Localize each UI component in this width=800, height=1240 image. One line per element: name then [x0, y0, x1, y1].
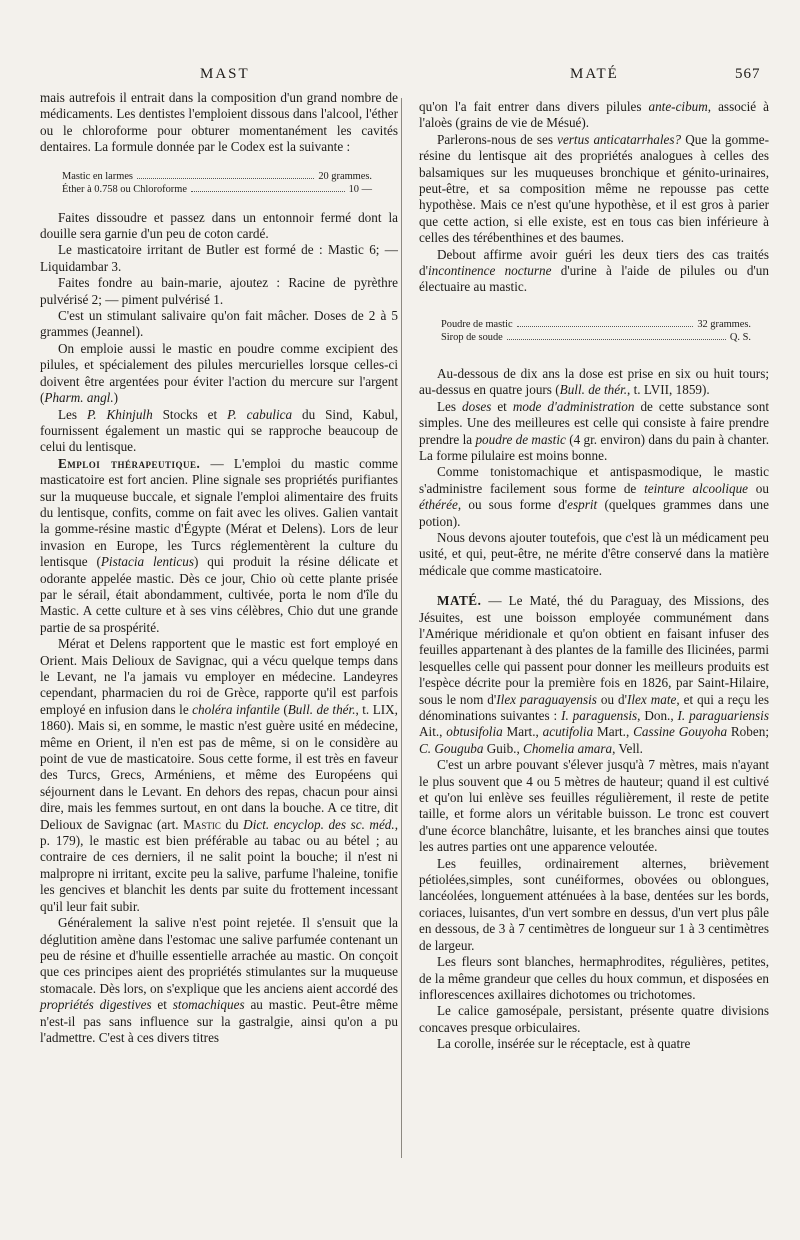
citation: Dict. encyclop. des sc. méd. — [243, 816, 395, 832]
formula-row — [62, 170, 372, 183]
page-number: 567 — [735, 66, 761, 82]
column-divider — [401, 98, 402, 1158]
ingredient-name: Poudre de mastic — [441, 318, 513, 330]
text-run: Mérat et Delens rapportent que le mastic est fort employé en Orient. Mais Delioux de Savignac, qui a vécu quelque temps dans le Levant, ne l'a jamais vu employer en médecine. Landeyres cependant, pharmacien du roi de Grèce, rapporte qu'il est parfois employé en infusion dans le — [40, 636, 398, 717]
text-run: Debout affirme avoir guéri les deux tiers des cas traités d' — [419, 246, 769, 279]
paragraph: C'est un stimulant salivaire qu'on fait mâcher. Doses de 2 à 5 grammes (Jeannel). — [40, 308, 398, 340]
text-run: du Sind, Kabul, fournissent également un mastic qui se rapproche beaucoup de celui du lentisque. — [40, 406, 398, 455]
paragraph — [419, 366, 769, 399]
species-name: Cassine Gouyoha — [633, 724, 728, 740]
emphasis: mode d'administration — [512, 398, 635, 414]
paragraph — [419, 464, 769, 530]
text-run: , associé à l'aloès (grains de vie de Mésué). — [419, 99, 770, 131]
dot-leader — [137, 170, 314, 179]
emphasis: incontinence nocturne — [427, 263, 552, 279]
paragraph — [40, 407, 398, 456]
paragraph: La corolle, insérée sur le réceptacle, est à quatre — [437, 1036, 691, 1052]
paragraph — [40, 341, 398, 407]
ingredient-qty: Q. S. — [729, 331, 751, 343]
paragraph — [419, 593, 769, 757]
emphasis: teinture alcoolique — [644, 480, 749, 496]
text-run: ou d' — [596, 691, 627, 707]
paragraph: Les feuilles, ordinairement alternes, brièvement pétiolées,simples, sont cunéiformes, obovées ou oblongues, lancéolées, longuement atténuées à la base, dentées sur les bords, coriaces, luisantes, d'un vert sombre en dessus, d'un vert plus pâle en dessous, de 3 à 7 centimètres de longueur sur 1 à 3 centimètres de largeur. — [419, 855, 769, 953]
left-column — [40, 90, 398, 1046]
formula-table — [62, 170, 372, 196]
paragraph: Les fleurs sont blanches, hermaphrodites, régulières, petites, de la même grandeur que celles du houx commun, et disposées en inflorescences axillaires dichotomes ou trichotomes. — [419, 954, 769, 1002]
section-gap — [419, 579, 769, 593]
paragraph — [419, 399, 769, 465]
species-name: Pistacia lenticus — [100, 554, 194, 570]
paragraph: mais autrefois il entrait dans la composition d'un grand nombre de médicaments. Les dentistes l'emploient dissous dans l'alcool, l'éther ou le chloroforme pour obturer momentanément les cavités dentaires. La formule donnée par le Codex est la suivante : — [40, 90, 398, 155]
paragraph — [40, 456, 398, 636]
text-run: , t. LIX, 1860). Mais si, en somme, le mastic n'est guère usité en médecine, même en Orient, il n'en est pas de même, si on le considère au point de vue de masticatoire. Sous cette forme, il est très en faveur des Turcs, Grecs, Arméniens, et même des Européens qui séjournent dans le Levant. En dehors des repas, chacun pour ainsi dire, mais les femmes surtout, en ont dans la bouche. A ce titre, dit Delioux de Savignac (art. — [40, 701, 398, 832]
emphasis: doses — [462, 398, 492, 414]
text-run: (quelques grammes dans une potion). — [419, 497, 769, 529]
text-run: Stocks et — [152, 406, 228, 422]
text-run: Les — [58, 406, 87, 422]
paragraph — [419, 99, 769, 132]
formula-table — [441, 318, 751, 344]
section-heading: Emploi thérapeutique. — [58, 455, 201, 471]
text-run: ( — [279, 701, 288, 717]
paragraph: Nous devons ajouter toutefois, que c'est là un médicament peu usité, et qui, peut-être, ne mérite d'être conservé dans la matière médicale que comme masticatoire. — [419, 529, 769, 578]
ingredient-name: Mastic en larmes — [62, 170, 133, 182]
species-name: P. cabulica — [227, 406, 293, 422]
paragraph — [419, 132, 769, 247]
formula-row — [441, 331, 751, 344]
emphasis: poudre de mastic — [475, 431, 566, 447]
emphasis: propriétés digestives — [40, 997, 152, 1013]
emphasis: choléra infantile — [192, 701, 280, 717]
text-run: — L'emploi du mastic comme masticatoire est fort ancien. Pline signale ses propriétés purifiantes sur la muqueuse buccale, et signale l'emploi alimentaire des fruits du lentisque, confits, comme on fait avec les olives. Galien vantait la gomme-résine mastic d'Égypte (Mérat et Delens). Lors de leur invasion en Europe, les Turcs réglementèrent la culture du lentisque ( — [40, 455, 398, 570]
text-run: ) qui produit la résine délicate et odorante appelée mastic. Dès ce jour, Chio où cette plante prisée par le sérail, était abondamment, cultivée, porta le nom d'île du Mastic. A cette culture et à ses vins célèbres, Chio dut une grande partie de sa prospérité. — [40, 554, 398, 635]
paragraph — [40, 915, 398, 1046]
species-name: C. Gouguba — [419, 740, 484, 756]
running-head-right: MATÉ — [570, 66, 619, 82]
running-head-left: MAST — [200, 66, 250, 82]
text-run: , ou sous forme d' — [457, 497, 568, 513]
text-run: au mastic. Peut-être même n'est-il pas sans influence sur la gastralgie, ainsi qu'on a pu l'admettre. C'est à ces divers titres — [40, 997, 398, 1045]
paragraph: Faites dissoudre et passez dans un entonnoir fermé dont la douille sera garnie d'un peu de coton cardé. — [40, 209, 398, 242]
species-name: I. paraguensis — [561, 708, 638, 723]
text-run: On emploie aussi le mastic en poudre comme excipient des pilules, et spécialement des pilules mercurielles lorsque celles-ci doivent être argentées pour éviter l'action du mercure sur l'argent ( — [40, 340, 398, 406]
dot-leader — [517, 318, 694, 327]
species-name: P. Khinjulh — [86, 406, 153, 422]
species-name: Ilex mate — [626, 691, 677, 707]
formula-row — [62, 183, 372, 196]
text-run: , t. LVII, 1859). — [627, 382, 710, 398]
emphasis: vertus anticatarrhales? — [557, 131, 682, 147]
dot-leader — [507, 331, 726, 340]
ingredient-name: Sirop de soude — [441, 331, 503, 343]
text-run: Roben; — [727, 724, 769, 740]
species-name: Ilex paraguayensis — [496, 691, 597, 707]
ingredient-name: Éther à 0.758 ou Chloroforme — [62, 183, 187, 195]
paragraph: Le masticatoire irritant de Butler est formé de : Mastic 6; — Liquidambar 3. — [40, 242, 398, 274]
dot-leader — [191, 183, 345, 192]
text-run: Mart., — [593, 724, 634, 740]
paragraph: C'est un arbre pouvant s'élever jusqu'à 7 mètres, mais n'ayant le plus souvent que 4 ou 5 mètres de hauteur; quand il est cultivé et qu'on lui enlève ses feuilles régulièrement, il reste de petite taille, et forme alors un véritable buisson. Le tronc est couvert d'une écorce blanchâtre, luisante, et les branches ainsi que toutes les autres parties ont une apparence veloutée. — [419, 757, 769, 855]
citation: Bull. de thér. — [287, 701, 356, 717]
ingredient-qty: 20 grammes. — [318, 170, 372, 182]
text-run: , Don., — [637, 708, 678, 723]
emphasis: esprit — [567, 497, 598, 513]
text-run: Que la gomme-résine du lentisque ait des propriétés analogues à celles des balsamiques sur les muqueuses bronchique et génito-urinaires, peut-être, et sa composition même ne repousse pas cette hypothèse. Mais ce n'est qu'une hypothèse, et il est gros à parier que cette action, si elle existe, est en tous cas bien inférieure à celles des térébenthines et des baumes. — [419, 131, 769, 246]
text-run: ) — [113, 390, 119, 406]
species-name: I. paraguariensis — [677, 708, 769, 723]
emphasis: ante-cibum — [648, 99, 708, 114]
text-run: qu'on l'a fait entrer dans divers pilules — [419, 99, 649, 114]
text-run: — Le Maté, thé du Paraguay, des Missions, des Jésuites, est une boisson employée communément dans l'Amérique méridionale et qu'on obtient en faisant infuser des feuilles appartenant à des plantes de la famille des Ilicinées, parmi lesquelles celle qui passent pour donner les meilleurs produits est l'espèce décrite pour la première fois en 1826, par Saint-Hilaire, sous le nom d' — [419, 593, 769, 707]
paragraph: Faites fondre au bain-marie, ajoutez : Racine de pyrèthre pulvérisé 2; — piment pulvérisé 1. — [40, 275, 398, 307]
formula-row — [441, 318, 751, 331]
species-name: Chomelia amara — [523, 740, 613, 756]
emphasis: stomachiques — [172, 997, 245, 1013]
citation: Pharm. angl. — [44, 390, 114, 406]
species-name: acutifolia — [542, 724, 594, 740]
text-run: et — [491, 398, 513, 414]
ingredient-qty: 10 — — [348, 183, 372, 195]
text-run: Comme tonistomachique et antispasmodique, le mastic s'administre facilement sous forme de — [419, 464, 769, 496]
text-run: Mart., — [502, 724, 543, 740]
right-column — [419, 99, 769, 1053]
text-run: et — [151, 997, 173, 1013]
text-run: , p. 179), le mastic est bien préférable au tabac ou au bétel ; au contraire de ces derniers, il ne salit point la bouche; il n'est ni malpropre ni irritant, excite peu la salive, parfume l'haleine, tonifie les gencives et blanchit les dents par suite du frottement incessant qu'il leur fait subir. — [40, 816, 398, 914]
text-run: ou — [748, 480, 769, 496]
text-run: de cette substance sont simples. Une des meilleures est celle qui consiste à faire prendre prendre la — [419, 398, 769, 447]
citation: Bull. de thér. — [559, 382, 628, 398]
emphasis: éthérée — [419, 497, 458, 513]
paragraph: Le calice gamosépale, persistant, présente quatre divisions concaves presque orbiculaires. — [419, 1003, 769, 1035]
species-name: obtusifolia — [446, 724, 503, 740]
text-run: Généralement la salive n'est point rejetée. Il s'ensuit que la déglutition amène dans l'estomac une salive parfumée contenant un peu de résine et d'huille essentielle arrachée au mastic. On conçoit que ces principes aient des propriétés stimulantes sur la muqueuse stomacale. Dès lors, on s'explique que les anciens aient accordé des — [40, 915, 398, 996]
paragraph — [40, 636, 398, 915]
text-run: Les — [437, 398, 463, 414]
text-run: Parlerons-nous de ses — [437, 131, 558, 147]
text-run: du — [220, 816, 244, 832]
text-run: , et qui a reçu les dénominations suivantes : — [419, 691, 769, 723]
text-run: Guib., — [483, 740, 524, 756]
small-caps-term: Mastic — [183, 816, 221, 832]
text-run: d'urine à l'aide de pilules ou d'un électuaire au mastic. — [419, 263, 769, 295]
text-run: (4 gr. environ) dans du pain à chanter. La forme pilulaire est moins bonne. — [419, 431, 769, 463]
entry-heading: MATÉ. — [437, 593, 482, 609]
paragraph — [419, 247, 769, 296]
text-run: Ait., — [419, 724, 447, 740]
text-run: , Vell. — [612, 740, 643, 756]
text-run: Au-dessous de dix ans la dose est prise en six ou huit tours; au-dessus en quatre jours ( — [419, 365, 769, 398]
ingredient-qty: 32 grammes. — [697, 318, 751, 330]
